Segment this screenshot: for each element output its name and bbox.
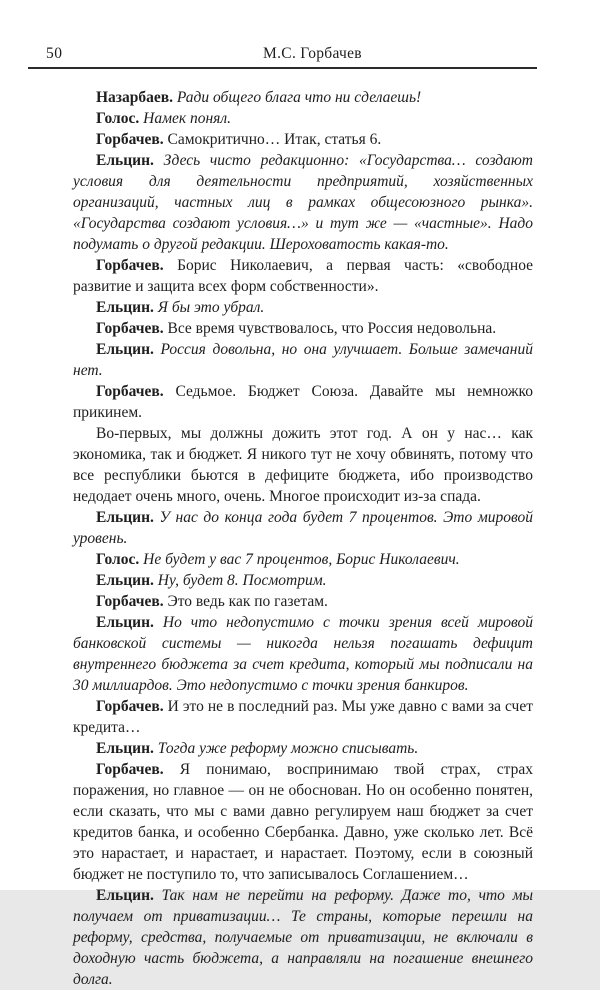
- speaker-name: Горбачев.: [96, 257, 164, 274]
- speaker-name: Горбачев.: [96, 320, 164, 337]
- speech-text: У нас до конца года будет 7 процентов. Это мировой уровень.: [73, 509, 533, 547]
- speech-text: Я бы это убрал.: [157, 299, 265, 316]
- speaker-name: Ельцин.: [96, 299, 154, 316]
- speaker-name: Горбачев.: [96, 593, 164, 610]
- dialogue-paragraph: [73, 612, 533, 696]
- speaker-name: Ельцин.: [96, 572, 154, 589]
- speech-text: Тогда уже реформу можно списывать.: [157, 740, 419, 757]
- speaker-name: Ельцин.: [96, 614, 154, 631]
- dialogue-paragraph: [73, 381, 533, 423]
- dialogue-text: [73, 87, 533, 990]
- speech-text: Так нам не перейти на реформу. Даже то, что мы получаем от приватизации… Те страны, которые перешли на реформу, средства, получаемые от приватизации, не включали в доходную часть бюджета, а направляли на погашение внешнего долга.: [73, 887, 534, 988]
- dialogue-paragraph: [73, 696, 533, 738]
- dialogue-paragraph: [73, 339, 533, 381]
- speaker-name: Ельцин.: [96, 341, 154, 358]
- dialogue-paragraph: [73, 591, 533, 612]
- dialogue-paragraph: [73, 108, 533, 129]
- dialogue-paragraph: [73, 738, 533, 759]
- dialogue-paragraph: [73, 570, 533, 591]
- speech-text: Не будет у вас 7 процентов, Борис Николаевич.: [143, 551, 460, 568]
- page-header: [28, 40, 537, 69]
- speech-text: Я понимаю, воспринимаю твой страх, страх поражения, но главное — он не обоснован. Но он особенно понятен, если сказать, что мы с вами давно регулируем наш бюджет за счет кредитов банка, и особенно Сбербанка. Давно, уже сколько лет. Всё это нарастает, и нарастает, и нарастает. Поэтому, если в союзный бюджет не поступило то, что записывалось Соглашением…: [73, 761, 534, 883]
- speech-text: Ради общего блага что ни сделаешь!: [176, 89, 422, 106]
- running-title: М.С. Горбачев: [263, 45, 362, 62]
- speech-text: Намек понял.: [143, 110, 231, 127]
- dialogue-paragraph: [73, 87, 533, 108]
- speech-text: Во-первых, мы должны дожить этот год. А он у нас… как экономика, так и бюджет. Я никого тут не хочу обвинять, потому что все республики бьются в дефиците бюджета, ибо производство недодает очень много, очень. Многое происходит из-за спада.: [73, 425, 533, 505]
- page-number: 50: [46, 45, 63, 62]
- dialogue-paragraph: [73, 150, 533, 255]
- speech-text: Это ведь как по газетам.: [167, 593, 328, 610]
- dialogue-paragraph: [73, 129, 533, 150]
- dialogue-paragraph: [73, 507, 533, 549]
- speech-text: И это не в последний раз. Мы уже давно с вами за счет кредита…: [73, 698, 534, 736]
- speech-text: Россия довольна, но она улучшает. Больше замечаний нет.: [73, 341, 533, 379]
- speaker-name: Голос.: [96, 551, 140, 568]
- speaker-name: Горбачев.: [96, 383, 164, 400]
- dialogue-paragraph: [73, 549, 533, 570]
- speech-text: Самокритично… Итак, статья 6.: [167, 131, 382, 148]
- speaker-name: Горбачев.: [96, 698, 164, 715]
- speech-text: Здесь чисто редакционно: «Государства… создают условия для деятельности предприятий, хозяйственных организаций, частных лиц в рамках общесоюзного рынка». «Государства создают условия…» и тут же — «частные». Надо подумать о другой редакции. Шероховатость какая-то.: [73, 152, 534, 253]
- dialogue-paragraph: [73, 255, 533, 297]
- dialogue-paragraph: [73, 759, 533, 885]
- speech-text: Но что недопустимо с точки зрения всей мировой банковской системы — никогда нельзя погашать дефицит внутреннего бюджета за счет кредита, который мы подписали на 30 миллиардов. Это недопустимо с точки зрения банкиров.: [73, 614, 533, 694]
- dialogue-paragraph: [73, 297, 533, 318]
- speaker-name: Ельцин.: [96, 152, 154, 169]
- speaker-name: Ельцин.: [96, 740, 154, 757]
- speech-text: Все время чувствовалось, что Россия недовольна.: [167, 320, 497, 337]
- speaker-name: Ельцин.: [96, 887, 154, 904]
- speech-text: Борис Николаевич, а первая часть: «свободное развитие и защита всех форм собственности».: [73, 257, 534, 295]
- dialogue-paragraph: [73, 423, 533, 507]
- speech-text: Ну, будет 8. Посмотрим.: [157, 572, 327, 589]
- speaker-name: Горбачев.: [96, 761, 164, 778]
- speaker-name: Назарбаев.: [96, 89, 174, 106]
- dialogue-paragraph: [73, 318, 533, 339]
- speech-text: Седьмое. Бюджет Союза. Давайте мы немножко прикинем.: [73, 383, 533, 421]
- speaker-name: Горбачев.: [96, 131, 164, 148]
- speaker-name: Голос.: [96, 110, 140, 127]
- dialogue-paragraph: [73, 885, 533, 990]
- speaker-name: Ельцин.: [96, 509, 154, 526]
